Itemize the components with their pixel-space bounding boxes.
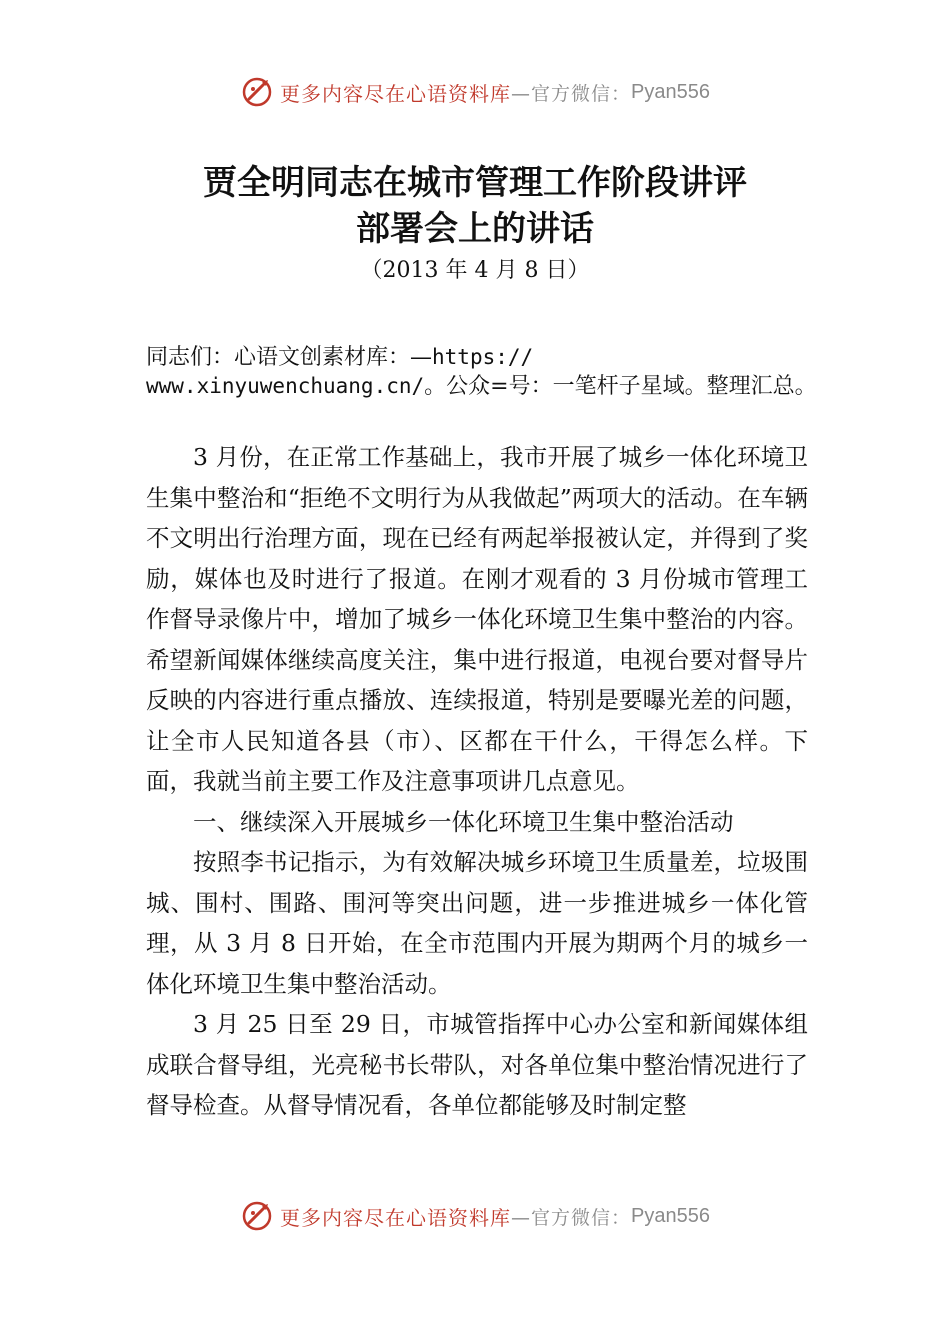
watermark-wechat-id: Pyan556 <box>631 1204 710 1227</box>
xinyu-logo-icon <box>240 1199 274 1233</box>
document-title-line2: 部署会上的讲话 <box>356 209 594 249</box>
watermark-banner-top <box>0 72 950 112</box>
watermark-gray-text: —官方微信： <box>511 82 632 105</box>
greeting <box>146 343 826 401</box>
document-body <box>146 437 808 1126</box>
document-title-line1: 贾全明同志在城市管理工作阶段讲评 <box>203 163 747 203</box>
greeting-url-part1: https:// <box>432 345 534 369</box>
watermark-gray-text: —官方微信： <box>511 1206 632 1229</box>
paragraph-2: 按照李书记指示，为有效解决城乡环境卫生质量差，垃圾围城、围村、围路、围河等突出问题，进一步推进城乡一体化管理，从 3 月 8 日开始，在全市范围内开展为期两个月的城乡一体化环境卫生集中整治活动。 <box>146 848 808 998</box>
greeting-prefix: 同志们：心语文创素材库：— <box>146 345 433 370</box>
watermark-red-text: 更多内容尽在心语资料库 <box>280 81 511 106</box>
watermark-wechat-id: Pyan556 <box>631 80 710 103</box>
section-heading-1: 一、继续深入开展城乡一体化环境卫生集中整治活动 <box>193 807 734 836</box>
xinyu-logo-icon <box>240 75 274 109</box>
document-date: （2013 年 4 月 8 日） <box>360 258 590 283</box>
greeting-suffix: 。公众=号：一笔杆子星域。整理汇总。 <box>424 374 817 399</box>
greeting-url-part2: www.xinyuwenchuang.cn/ <box>146 374 425 398</box>
watermark-red-text: 更多内容尽在心语资料库 <box>280 1205 511 1230</box>
paragraph-1: 3 月份，在正常工作基础上，我市开展了城乡一体化环境卫生集中整治和“拒绝不文明行为从我做起”两项大的活动。在车辆不文明出行治理方面，现在已经有两起举报被认定，并得到了奖励，媒体也及时进行了报道。在刚才观看的 3 月份城市管理工作督导录像片中，增加了城乡一体化环境卫生集中整治的内容。希望新闻媒体继续高度关注，集中进行报道，电视台要对督导片反映的内容进行重点播放、连续报道，特别是要曝光差的问题，让全市人民知道各县（市）、区都在干什么，干得怎么样。下面，我就当前主要工作及注意事项讲几点意见。 <box>146 443 808 795</box>
paragraph-3: 3 月 25 日至 29 日，市城管指挥中心办公室和新闻媒体组成联合督导组，光亮秘书长带队，对各单位集中整治情况进行了督导检查。从督导情况看，各单位都能够及时制定整 <box>146 1010 808 1119</box>
watermark-banner-bottom <box>0 1196 950 1236</box>
